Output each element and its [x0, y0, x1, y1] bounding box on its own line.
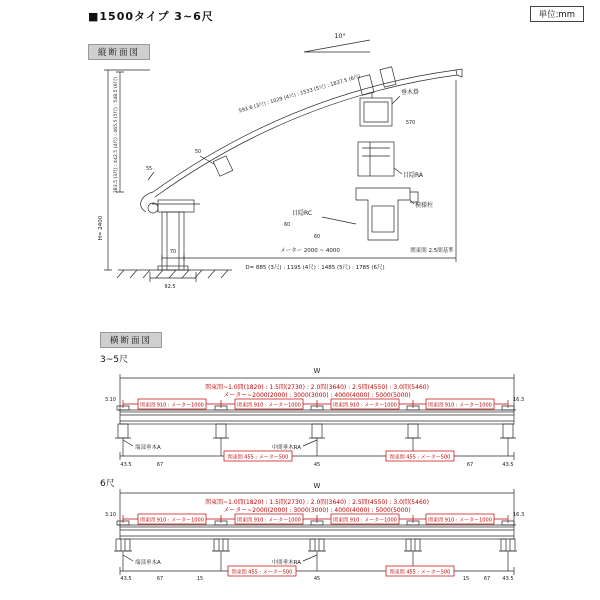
dim-570: 570: [406, 121, 416, 126]
bay-pitch-6-2: 関東間 910 : メーター1000: [237, 517, 301, 524]
detail-screen-ra: [358, 142, 402, 176]
front-beam-6: [120, 527, 514, 539]
dim-3-10-a: 3.10: [104, 397, 116, 403]
dim-post-height: H= 2400: [98, 215, 104, 241]
dim-43-5-b2: 43.5: [502, 576, 514, 582]
width-label-6: W: [313, 482, 321, 490]
ground-hatch: [117, 270, 228, 278]
bay-pitch-6-1: 関東間 910 : メーター1000: [140, 517, 204, 524]
dim-92-5: 92.5: [164, 284, 176, 290]
dim-70: 70: [169, 250, 177, 255]
red-dim-kanto-6: 関東間~1.0間(1820) : 1.5間(2730) : 2.0間(3640) : 2.5間(4550) : 3.0間(5460): [205, 499, 429, 506]
red-dim-kanto-3-5: 関東間~1.0間(1820) : 1.5間(2730) : 2.0間(3640) : 2.5間(4550) : 3.0間(5460): [205, 384, 429, 391]
half-pitch-6-2: 関東間 455 : メーター500: [389, 569, 451, 576]
cross-section-label: 横断面図: [100, 332, 162, 348]
half-pitch-2: 関東間 455 : メーター500: [389, 454, 451, 461]
dim-16-3-b: 16.3: [513, 512, 525, 518]
dim-67-b1: 67: [156, 576, 164, 582]
end-rafter-label-6: 端部垂木A: [135, 560, 161, 566]
vertical-section-label: 縦断面図: [88, 44, 150, 60]
end-rafter-label-3-5: 端部垂木A: [135, 445, 161, 451]
dim-meter-range: メーター 2000 ~ 4000: [280, 248, 340, 254]
dim-45-a: 45: [313, 462, 321, 468]
label-screen-rc: 目隠RC: [292, 210, 313, 217]
note-kanto: 関東間 2.5間基準: [410, 248, 454, 254]
detail-rafter-hanger: [360, 96, 400, 126]
dim-55: 55: [146, 167, 153, 172]
red-dim-meter-6: メーター~2000(2000) : 3000(3000) : 4000(4000) : 5000(5000): [223, 507, 411, 514]
angle-wedge: [304, 40, 370, 52]
rafters-3-5: [115, 424, 516, 456]
dim-15-b2: 15: [462, 576, 470, 582]
label-rafter-hanger: 垂木掛: [401, 89, 420, 96]
dim-60-b: 60: [314, 235, 321, 240]
dim-roof-angle: 10°: [334, 32, 346, 40]
dim-16-3-a: 16.3: [513, 397, 525, 403]
mid-beam-bracket: [213, 156, 232, 176]
bay-pitch-4: 関東間 910 : メーター1000: [428, 402, 492, 409]
post-assembly: [152, 200, 200, 270]
dim-67-a1: 67: [156, 462, 164, 468]
unit-label: 単位:mm: [530, 6, 584, 22]
front-beam: [120, 412, 514, 424]
half-pitch-1: 関東間 455 : メーター500: [227, 454, 289, 461]
dim-depth: D= 885 (3尺) : 1195 (4尺) : 1485 (5尺) : 1785 (6尺): [245, 265, 385, 271]
dim-front-height-range: 383.5 (3尺) : 442.5 (4尺) : 465.5 (5尺) : 548.5 (6尺): [114, 76, 119, 194]
width-label-3-5: W: [313, 367, 321, 375]
dim-line-height: [104, 70, 153, 270]
bay-pitch-6-4: 関東間 910 : メーター1000: [428, 517, 492, 524]
bay-pitch-1: 関東間 910 : メーター1000: [140, 402, 204, 409]
mid-rafter-label-3-5: 中間垂木RA: [271, 445, 301, 451]
front-beam-section: [148, 203, 158, 213]
detail-front-frame: [322, 188, 418, 240]
dim-15-b1: 15: [196, 576, 204, 582]
dim-3-10-b: 3.10: [104, 512, 116, 518]
beam-end-cap: [456, 69, 462, 77]
bay-pitch-3: 関東間 910 : メーター1000: [333, 402, 397, 409]
dim-50: 50: [195, 150, 202, 155]
rafters-6: [114, 539, 517, 571]
mid-rafter-label-6: 中間垂木RA: [271, 560, 301, 566]
half-pitch-6-1: 関東間 455 : メーター500: [231, 569, 293, 576]
dim-43-5-a2: 43.5: [502, 462, 514, 468]
dim-67-b2: 67: [483, 576, 491, 582]
dim-43-5-a1: 43.5: [120, 462, 132, 468]
dim-45-b: 45: [313, 576, 321, 582]
front-edge-hook: [141, 192, 153, 212]
dim-60-a: 60: [284, 223, 291, 228]
page-title: ■1500タイプ 3~6尺: [88, 10, 214, 23]
subsection-6-label: 6尺: [100, 479, 115, 489]
dim-67-a2: 67: [466, 462, 474, 468]
dim-43-5-b1: 43.5: [120, 576, 132, 582]
bay-pitch-2: 関東間 910 : メーター1000: [237, 402, 301, 409]
red-dim-meter-3-5: メーター~2000(2000) : 3000(3000) : 4000(4000) : 5000(5000): [223, 392, 411, 399]
label-front-frame: 模様柱: [415, 202, 434, 209]
dim-slope-length: 593.6 (3尺) : 1029 (4尺) : 1533 (5尺) : 1837.5 (6尺): [238, 73, 362, 115]
subsection-3-5-label: 3~5尺: [100, 355, 128, 365]
label-screen-ra: 目隠RA: [403, 172, 424, 179]
bay-pitch-6-3: 関東間 910 : メーター1000: [333, 517, 397, 524]
vertical-section-drawing: [104, 40, 462, 282]
